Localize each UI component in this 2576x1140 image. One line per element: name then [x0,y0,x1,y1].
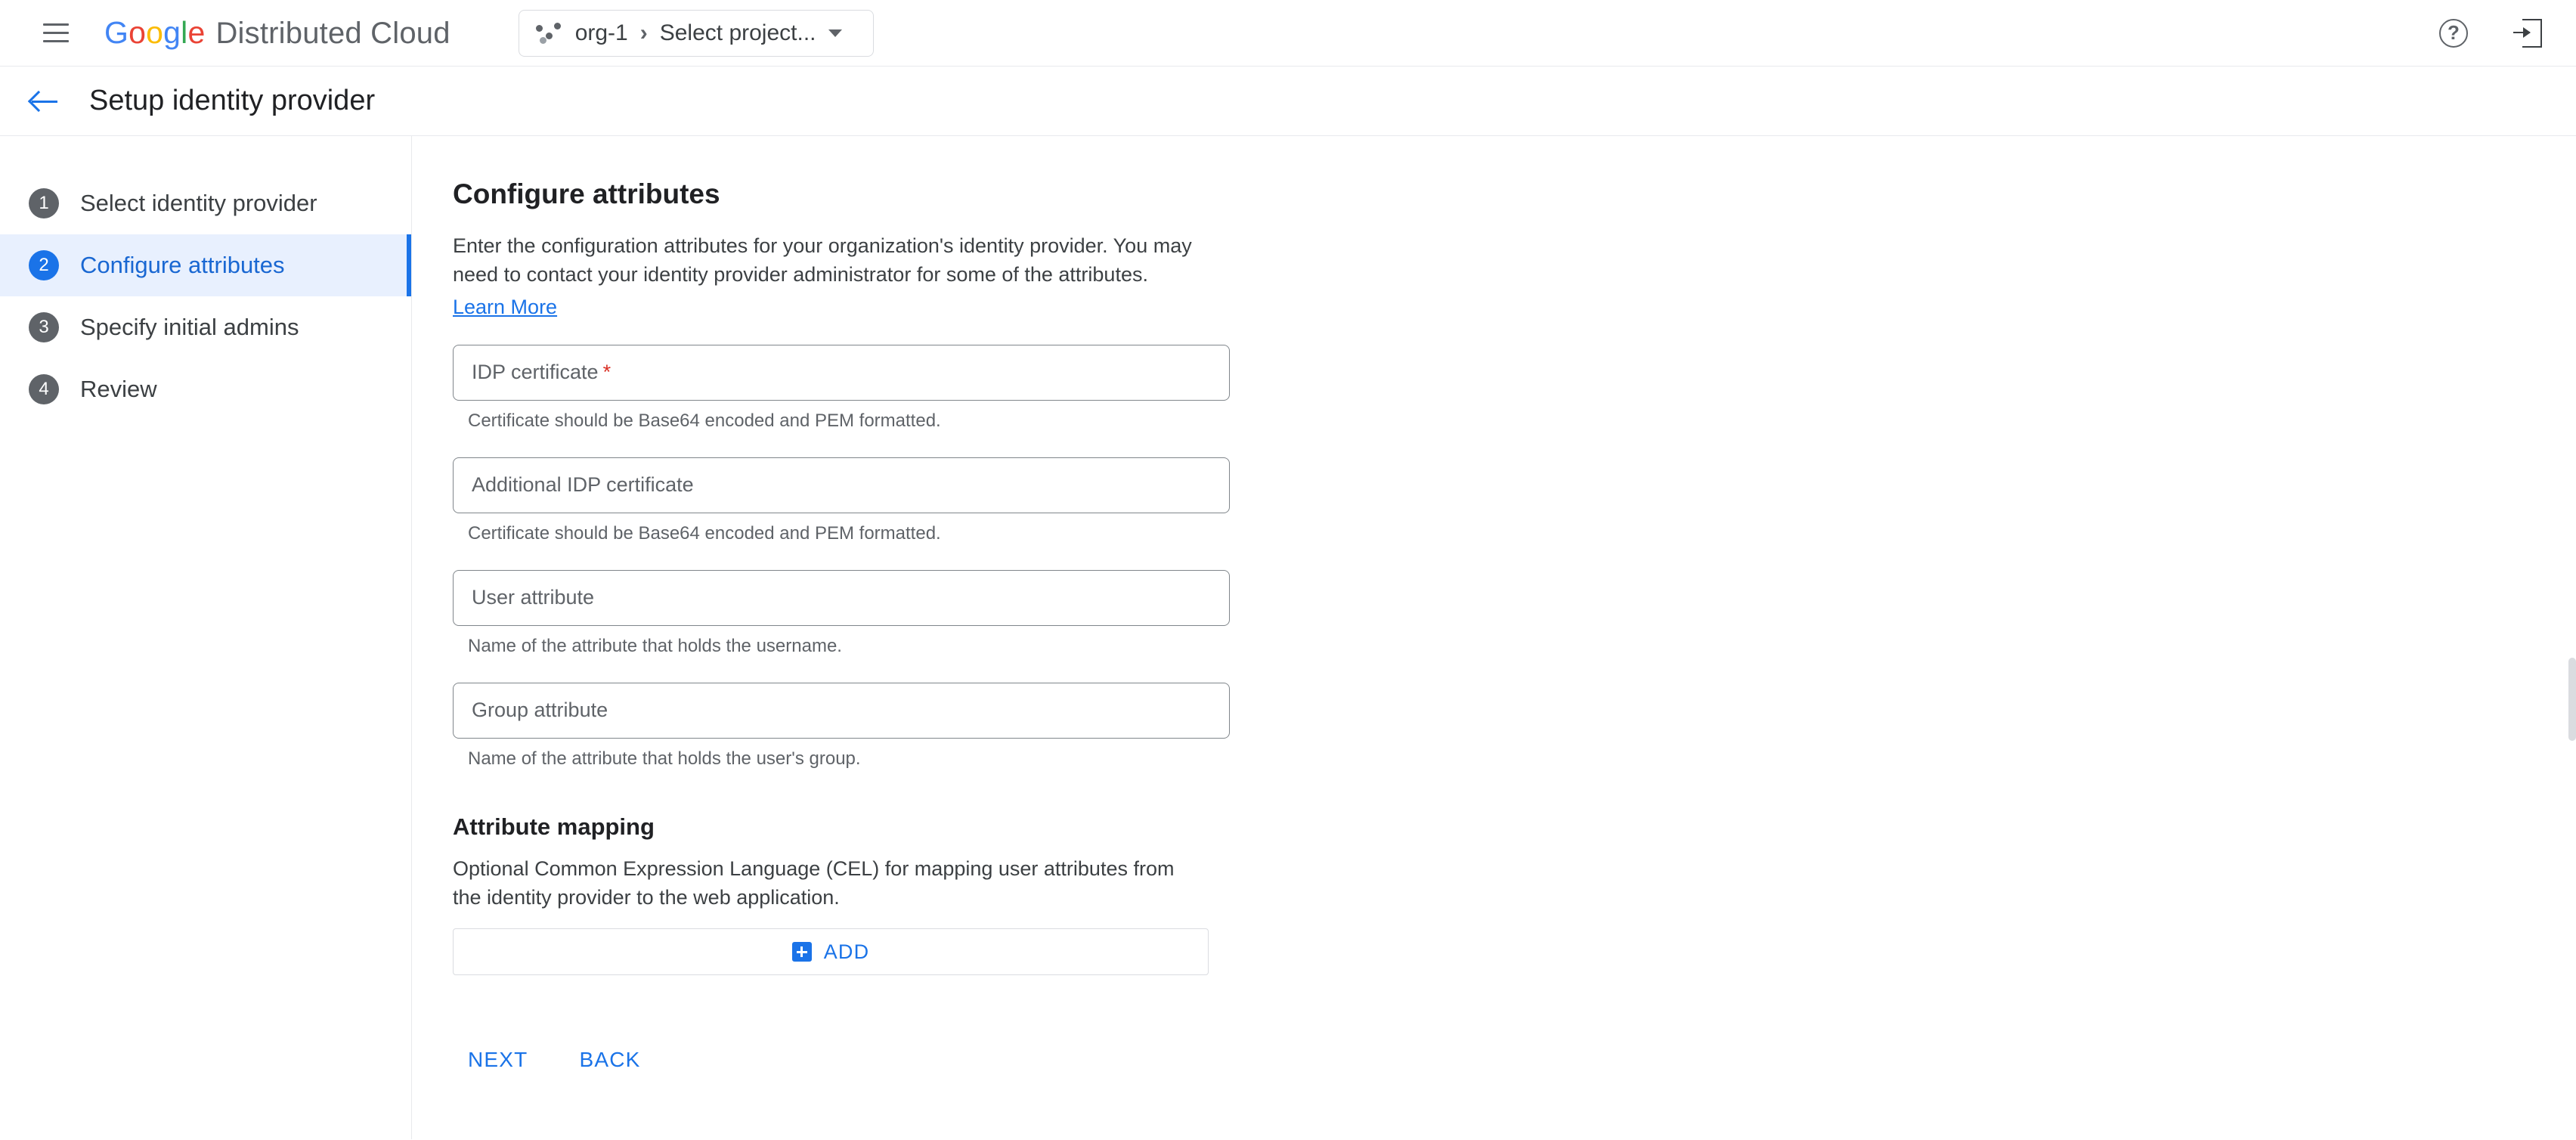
scope-org-label: org-1 [574,20,628,45]
main-content [412,136,2576,1139]
required-asterisk: * [602,361,611,384]
step-number: 1 [29,188,59,218]
back-button[interactable]: BACK [564,1040,655,1080]
hamburger-menu-icon[interactable] [36,14,76,53]
stepper-item-review[interactable] [0,358,411,420]
next-button[interactable]: NEXT [453,1040,543,1080]
group-attribute-input[interactable] [453,683,1230,739]
attribute-mapping-description: Optional Common Expression Language (CEL) for mapping user attributes from the identity provider to the web application. [453,857,1175,909]
field-additional-idp-certificate [453,457,2576,544]
hamburger-line [43,32,69,34]
user-attribute-input[interactable] [453,570,1230,626]
step-label: Specify initial admins [80,314,299,340]
user-attribute-hint: Name of the attribute that holds the username. [468,635,842,656]
idp-certificate-input[interactable] [453,345,1230,401]
idp-certificate-placeholder: IDP certificate [472,361,599,384]
plus-square-icon [792,942,812,962]
setup-stepper [0,136,412,1139]
logo-letter-o2: o [146,15,164,50]
additional-idp-certificate-placeholder: Additional IDP certificate [472,473,694,497]
help-circle-icon: ? [2439,19,2468,48]
logo-letter-l: l [181,15,188,50]
logo-letter-o1: o [128,15,147,50]
additional-idp-certificate-hint: Certificate should be Base64 encoded and PEM formatted. [468,522,941,544]
page-header [0,67,2576,136]
scope-separator-icon: › [639,20,648,45]
step-number: 3 [29,312,59,342]
step-number: 2 [29,250,59,280]
wizard-actions [453,1040,2576,1080]
field-idp-certificate [453,345,2576,432]
stepper-item-select-identity-provider[interactable] [0,172,411,234]
help-button[interactable] [2434,14,2473,53]
logo-letter-e: e [187,15,206,50]
add-button-label: ADD [823,940,870,963]
logo-letter-g: G [104,15,129,50]
additional-idp-certificate-input[interactable] [453,457,1230,513]
scope-picker[interactable] [519,10,874,57]
user-attribute-placeholder: User attribute [472,586,595,609]
group-attribute-hint: Name of the attribute that holds the user's group. [468,748,861,769]
product-name: Distributed Cloud [215,17,450,50]
page-title: Setup identity provider [89,85,376,116]
stepper-item-specify-initial-admins[interactable] [0,296,411,358]
stepper-item-configure-attributes[interactable] [0,234,411,296]
hamburger-line [43,23,69,26]
scope-project-label: Select project... [659,20,816,45]
logo-letter-g2: g [163,15,181,50]
step-label: Select identity provider [80,190,317,216]
step-label: Configure attributes [80,252,285,278]
org-dots-icon [536,22,562,45]
field-group-attribute [453,683,2576,770]
section-title: Configure attributes [453,178,720,209]
sign-in-button[interactable] [2508,14,2547,53]
section-description: Enter the configuration attributes for your organization's identity provider. You may need to contact your identity provider administrator for some of the attributes. [453,234,1192,287]
step-label: Review [80,376,157,402]
vertical-scrollbar[interactable] [2568,658,2576,741]
top-app-bar [0,0,2576,67]
add-attribute-mapping-button[interactable] [453,928,1209,975]
topbar-actions [2434,14,2547,53]
learn-more-link[interactable]: Learn More [453,295,558,318]
chevron-down-icon [828,29,842,37]
login-icon [2513,19,2542,48]
back-arrow-icon[interactable] [23,80,65,122]
page-body [0,136,2576,1139]
attribute-mapping-title: Attribute mapping [453,813,655,840]
idp-certificate-hint: Certificate should be Base64 encoded and PEM formatted. [468,410,941,431]
hamburger-line [43,40,69,42]
step-number: 4 [29,374,59,404]
field-user-attribute [453,570,2576,657]
brand-logo[interactable] [104,15,450,51]
group-attribute-placeholder: Group attribute [472,699,608,722]
